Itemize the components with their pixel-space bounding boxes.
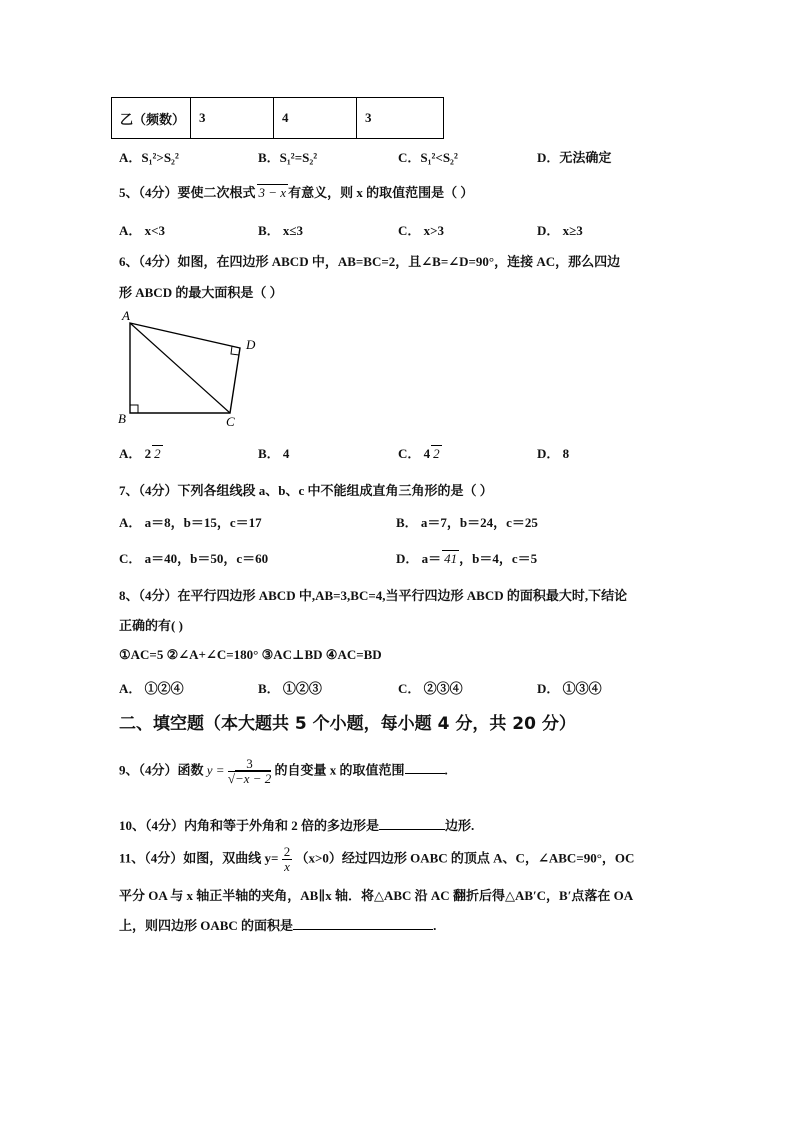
quadrilateral-outline [130, 323, 240, 413]
q5-option-a: A． x<3 [119, 223, 166, 238]
q5-option-b: B． x≤3 [258, 223, 304, 238]
q11-fraction: $\frac{2}{x}$ [283, 844, 291, 874]
q6-stem-line1: 6、（4分）如图，在四边形 ABCD 中，AB=BC=2，且∠B=∠D=90°，连接 AC，那么四边 [119, 254, 621, 269]
q4-option-d: D．无法确定 [537, 150, 612, 165]
q7-option-a: A． a＝8，b＝15，c＝17 [119, 515, 262, 530]
table-cell: 3 [191, 98, 274, 139]
q7-option-c: C． a＝40，b＝50，c＝60 [119, 551, 269, 566]
q8-option-d: D． ①③④ [537, 681, 602, 696]
q6-option-d: D． 8 [537, 446, 570, 461]
q8-option-b: B． ①②③ [258, 681, 322, 696]
q9-answer-blank[interactable] [405, 761, 445, 774]
q11-stem-line1: 11、（4分）如图，双曲线 y= $\frac{2}{x}$ （x>0）经过四边形 OABC 的顶点 A、C，∠ABC=90°，OC [119, 844, 635, 874]
vertex-label-c: C [226, 414, 235, 429]
q11-stem-line3: 上，则四边形 OABC 的面积是 . [119, 918, 437, 933]
q5-option-d: D． x≥3 [537, 223, 583, 238]
q6-option-c: C． 4 2 [398, 446, 440, 461]
table-cell: 4 [274, 98, 357, 139]
q10-answer-blank[interactable] [379, 817, 445, 830]
section-2-heading: 二、填空题（本大题共 5 个小题，每小题 4 分，共 20 分） [119, 714, 576, 734]
table-cell: 3 [357, 98, 444, 139]
right-angle-mark-b [130, 405, 138, 413]
q7-option-b: B． a＝7，b＝24，c＝25 [396, 515, 538, 530]
vertex-label-d: D [246, 337, 256, 352]
q7-stem: 7、（4分）下列各组线段 a、b、c 中不能组成直角三角形的是（ ） [119, 483, 493, 498]
quadrilateral-abcd-figure [112, 305, 272, 430]
q11-answer-blank[interactable] [293, 917, 433, 930]
q7-option-d: D． a＝ 41 ，b＝4，c＝5 [396, 551, 538, 566]
vertex-label-b: B [118, 411, 126, 426]
q11-stem-line2: 平分 OA 与 x 轴正半轴的夹角，AB∥x 轴．将△ABC 沿 AC 翻折后得△AB′C，B′点落在 OA [119, 888, 634, 903]
table-row-label: 乙（频数） [112, 98, 191, 139]
table-row [112, 98, 444, 139]
q9-stem: 9、（4分）函数 y = $\frac{3}{√-x - 2}$ 的自变量 x 的取值范围 . [119, 756, 448, 786]
q5-stem: 5、（4分）要使二次根式 3 − x 有意义，则 x 的取值范围是（ ） [119, 185, 474, 200]
q8-option-c: C． ②③④ [398, 681, 463, 696]
vertex-label-a: A [122, 308, 130, 323]
diagonal-ac [130, 323, 230, 413]
q4-option-a: A．S₁²>S₂² [119, 150, 179, 165]
q6-stem-line2: 形 ABCD 的最大面积是（ ） [119, 285, 283, 300]
q9-fraction: $\frac{3}{√-x - 2}$ [227, 756, 272, 786]
q4-option-c: C．S₁²<S₂² [398, 150, 458, 165]
q8-conditions: ①AC=5 ②∠A+∠C=180° ③AC⊥BD ④AC=BD [119, 647, 382, 662]
q8-stem-line1: 8、（4分）在平行四边形 ABCD 中,AB=3,BC=4,当平行四边形 ABCD 的面积最大时,下结论 [119, 588, 628, 603]
q4-option-b: B．S₁²=S₂² [258, 150, 318, 165]
q10-stem: 10、（4分）内角和等于外角和 2 倍的多边形是 边形. [119, 818, 475, 833]
q5-option-c: C． x>3 [398, 223, 445, 238]
q8-option-a: A． ①②④ [119, 681, 184, 696]
q6-option-a: A． 2 2 [119, 446, 161, 461]
q6-option-b: B． 4 [258, 446, 290, 461]
q8-stem-line2: 正确的有( ) [119, 618, 183, 633]
frequency-table [111, 97, 444, 139]
